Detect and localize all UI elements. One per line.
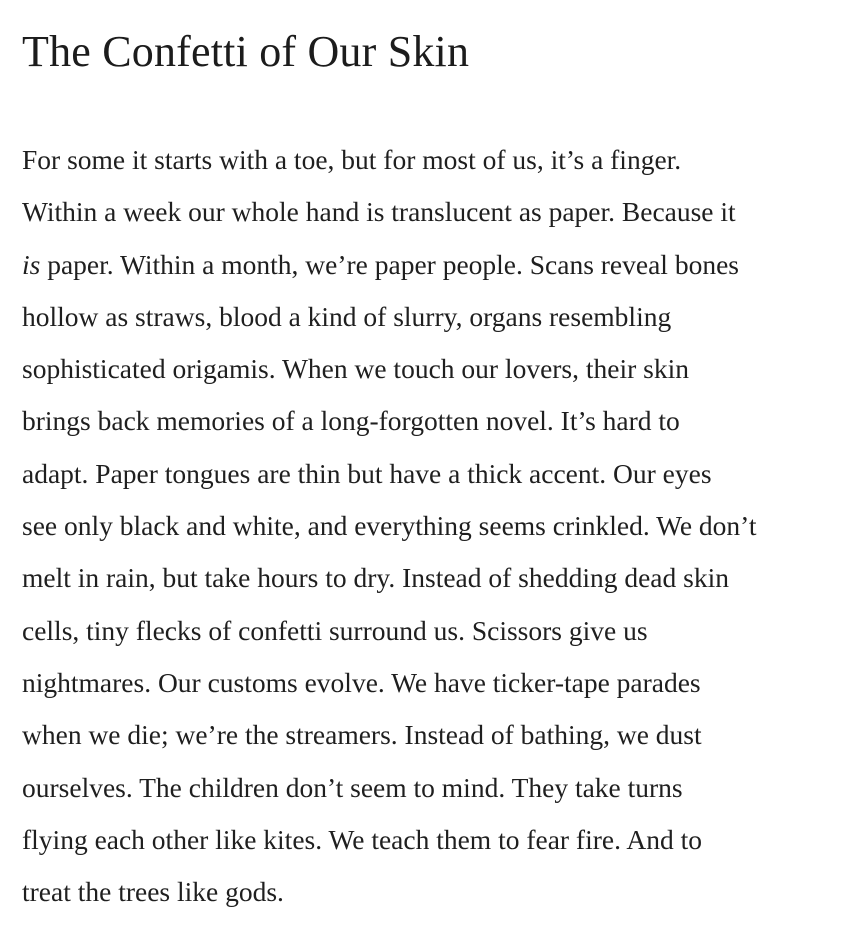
text-line: see only black and white, and everything seems crinkled. We don’t (22, 510, 757, 542)
text-line: Within a week our whole hand is translucent as paper. Because it (22, 196, 736, 228)
text-line: nightmares. Our customs evolve. We have ticker-tape parades (22, 666, 701, 698)
text-line: sophisticated origamis. When we touch our lovers, their skin (22, 353, 689, 385)
text-line: when we die; we’re the streamers. Instead of bathing, we dust (22, 719, 702, 751)
text-line: ourselves. The children don’t seem to mind. They take turns (22, 771, 683, 803)
text-line: cells, tiny flecks of confetti surround us. Scissors give us (22, 614, 648, 646)
text-line: brings back memories of a long-forgotten novel. It’s hard to (22, 405, 680, 437)
italic-emphasis: is (22, 248, 41, 280)
text-line: treat the trees like gods. (22, 876, 284, 908)
text-line: adapt. Paper tongues are thin but have a thick accent. Our eyes (22, 457, 712, 489)
text-line: hollow as straws, blood a kind of slurry, organs resembling (22, 300, 672, 332)
page-title: The Confetti of Our Skin (22, 27, 470, 76)
prose-paragraph (22, 134, 844, 918)
text-line: flying each other like kites. We teach them to fear fire. And to (22, 823, 702, 855)
text-line: is paper. Within a month, we’re paper people. Scans reveal bones (22, 248, 739, 280)
text-line: For some it starts with a toe, but for most of us, it’s a finger. (22, 144, 682, 175)
text-line: melt in rain, but take hours to dry. Instead of shedding dead skin (22, 562, 729, 594)
